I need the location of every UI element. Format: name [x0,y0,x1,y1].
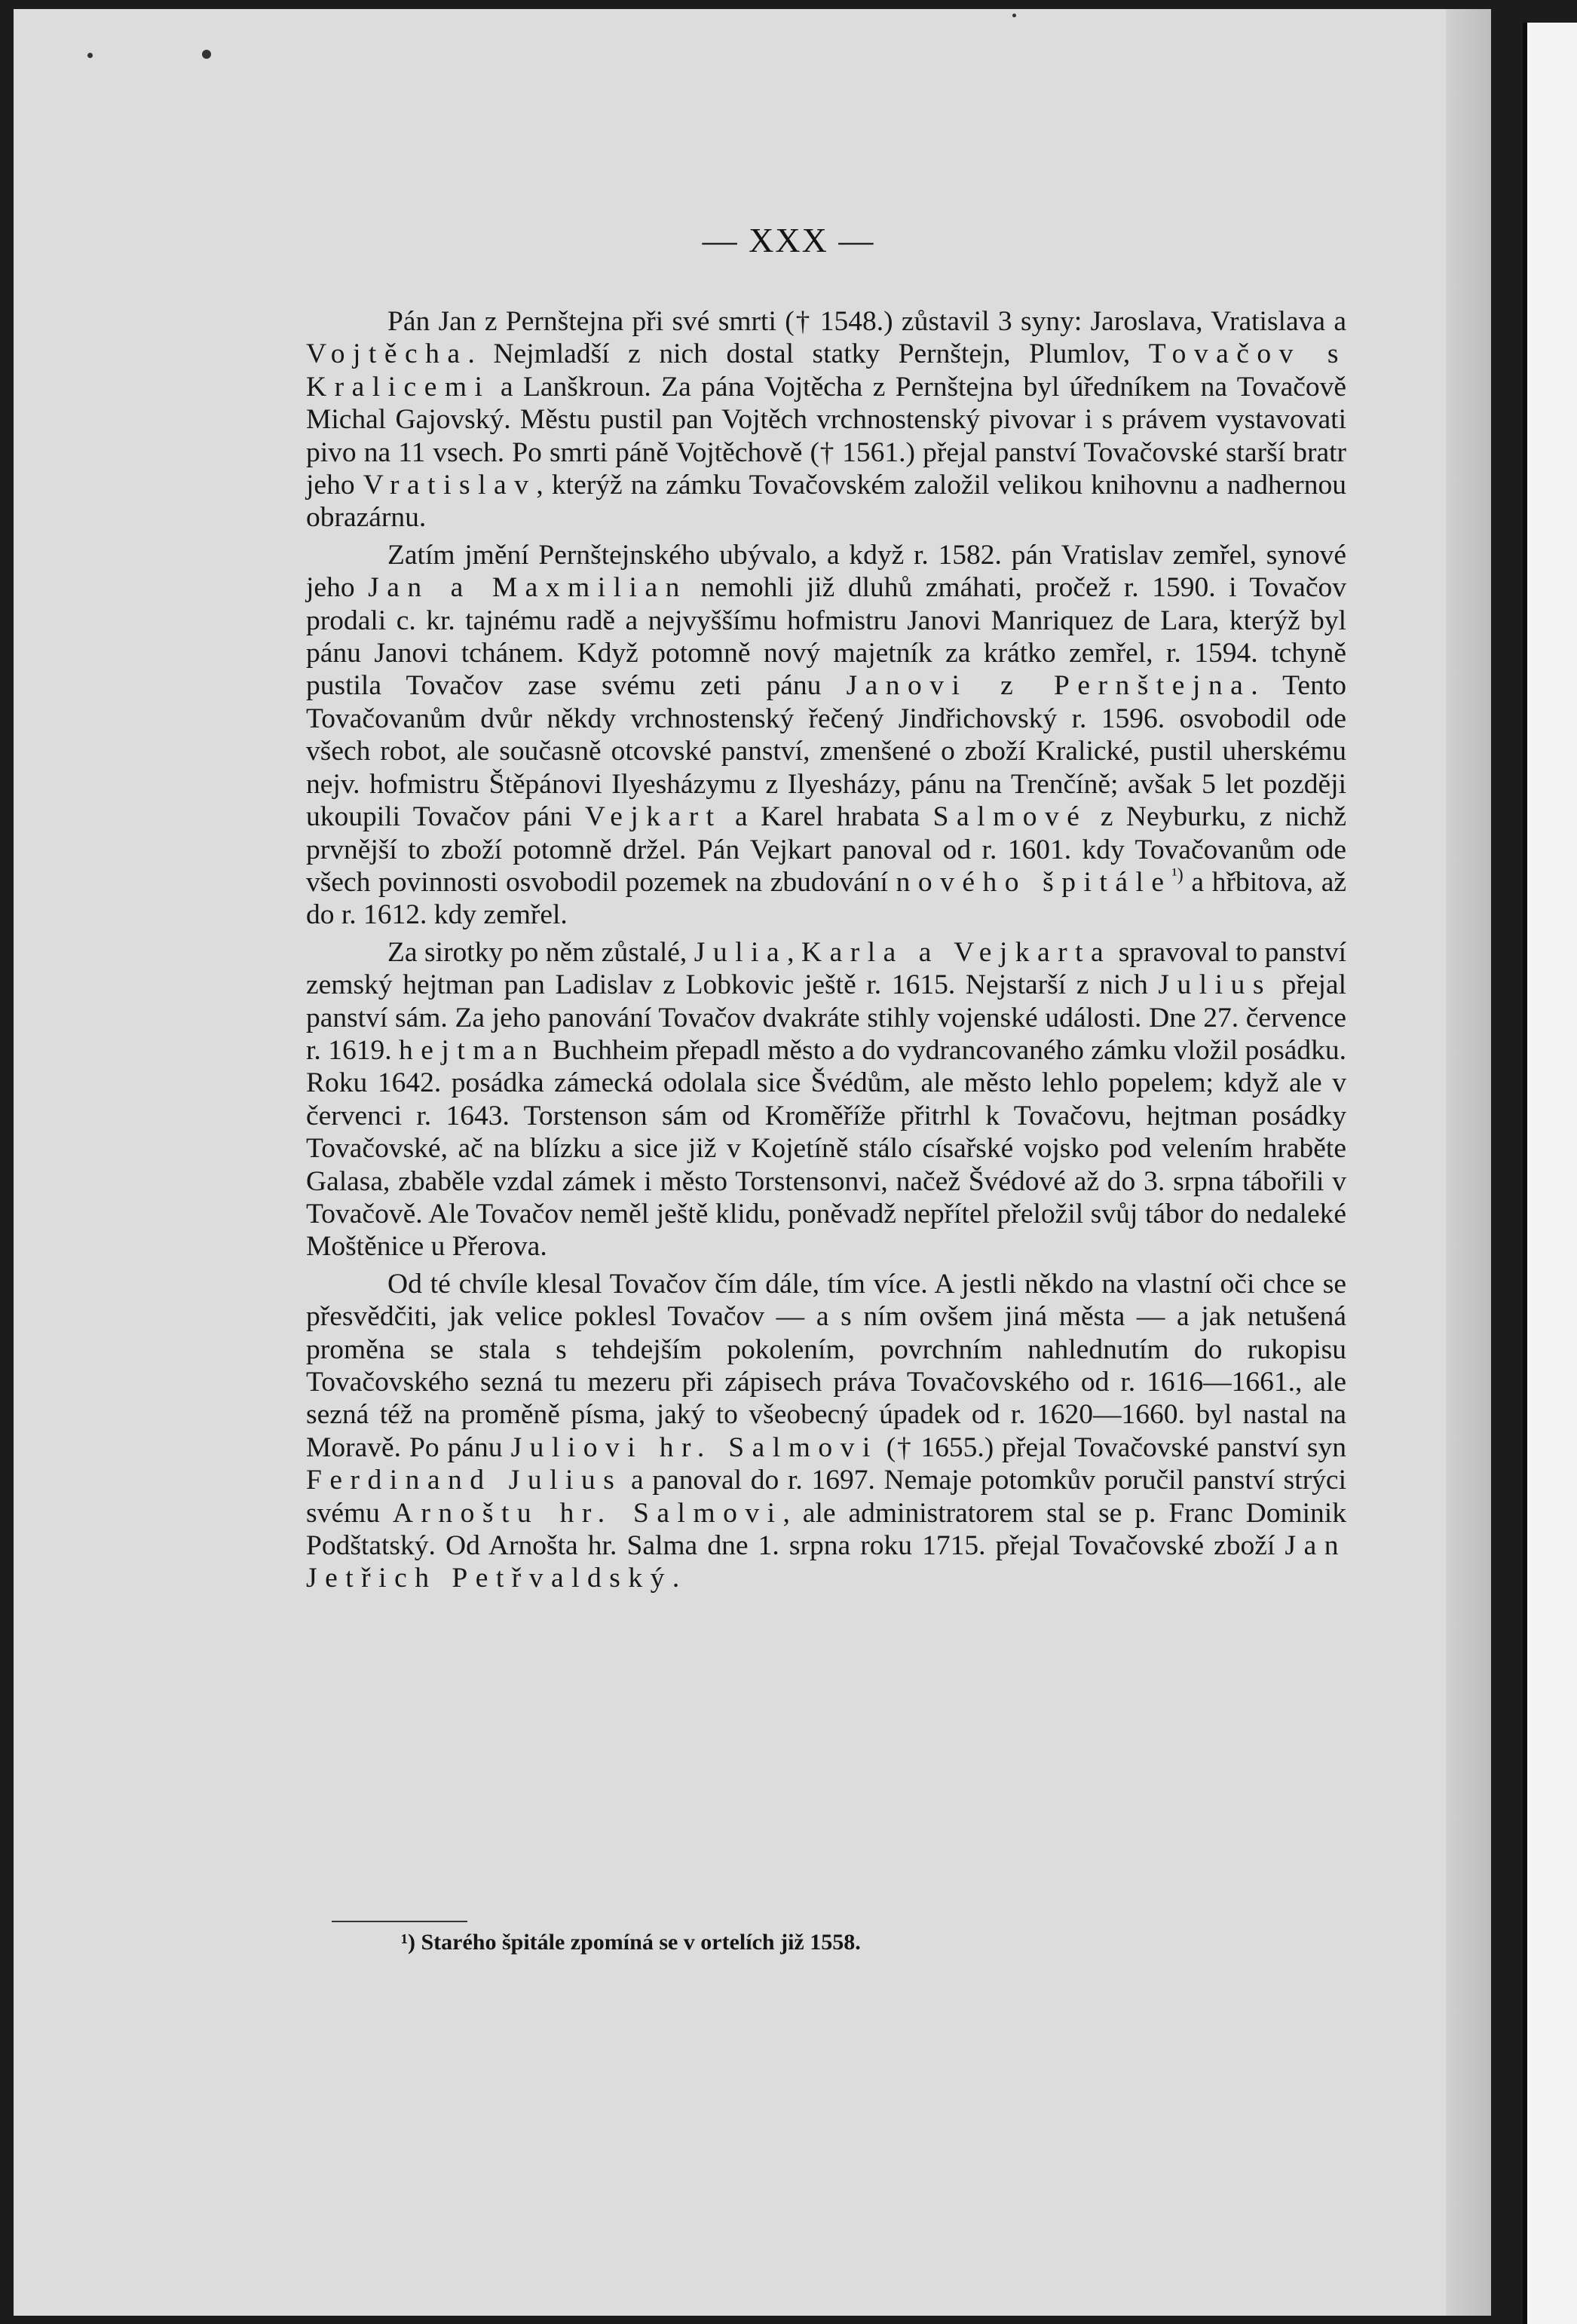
paragraph [306,936,1346,1263]
spaced-name: nového špitále [896,866,1172,898]
spaced-name: Jan Jetřich Petřvaldský [306,1530,1346,1594]
spaced-name: Arnoštu hr. Salmovi [392,1497,783,1529]
text-run: z Neyburku, z nichž prvnější to zboží potomně držel. Pán Vejkart panoval od r. 1601. kdy Tovačovanům ode všech povinnosti osvobodil pozemek na zbudování [306,801,1347,898]
spaced-name: Ferdinand Julius [306,1465,623,1496]
text-run: přejal panství sám. Za jeho panování Tovačov dvakráte stihly vojenské události. Dne 27. července r. 1619. [306,969,1346,1066]
text-run: . Tento Tovačovanům dvůr někdy vrchnostenský řečený Jindřichovský r. 1596. osvobodil ode všech robot, ale současně otcovské panství, zmenšené o zboží Kralické, pustil uherskému nejv. hofmistru Štěpánovi Ilyesházymu z Ilyesházy, pánu na Trenčíně; avšak 5 let později ukoupili Tovačov páni [306,670,1346,833]
footnote-reference: ¹) [1171,865,1184,885]
text-run: Za sirotky po něm zůstalé, [387,936,694,968]
print-speck [1012,14,1016,17]
text-run: spravoval to panství zemský hejtman pan Ladislav z Lobkovic ještě r. 1615. Nejstarší z nich [306,936,1346,1001]
text-run: a Lanškroun. Za pána Vojtěcha z Pernštejna byl úředníkem na Tovačově Michal Gajovský. Městu pustil pan Vojtěch vrchnostenský pivovar i s právem vystavovati pivo na 11 vsech. Po smrti páně Vojtěchově († 1561.) přejal panství Tovačovské starší bratr jeho [306,371,1346,501]
spaced-name: Julius [1158,969,1272,1001]
spaced-name: Janovi z Pernštejna [846,670,1251,702]
spaced-name: Jan a Maxmilian [368,572,687,604]
text-run: . Nejmladší z nich dostal statky Pernštejn, Plumlov, [467,338,1149,370]
page-gutter-shadow [1446,9,1491,2316]
text-run: , ale administratorem stal se p. Franc Dominik Podštatský. Od Arnošta hr. Salma dne 1. srpna roku 1715. přejal Tovačovské zboží [306,1497,1346,1562]
print-speck [87,53,93,58]
text-run: Zatím jmění Pernštejnského ubývalo, a když r. 1582. pán Vratislav zemřel, synové jeho [306,539,1346,604]
print-speck [202,50,211,59]
text-run: , kterýž na zámku Tovačovském založil velikou knihovnu a nadhernou obrazárnu. [306,470,1346,534]
footnote-divider [332,1921,467,1922]
text-run: († 1655.) přejal Tovačovské panství syn [877,1431,1346,1463]
spaced-name: Julia [694,936,788,968]
text-run: Od té chvíle klesal Tovačov čím dále, tím více. A jestli někdo na vlastní oči chce se přesvědčiti, jak velice poklesl Tovačov — a s ním ovšem jiná města — a jak netušená proměna se stala s tehdejším pokolením, povrchním nahlednutím do rukopisu Tovačovského sezná tu mezeru při zápisech práva Tovačovského od r. 1616—1661., ale sezná též na proměně písma, jaký to všeobecný úpadek od r. 1620—1660. byl nastal na Moravě. Po pánu [306,1268,1346,1463]
text-run: a panoval do r. 1697. Nemaje potomkův poručil panství strýci svému [306,1465,1346,1529]
body-text [306,305,1346,1595]
paragraph [306,305,1346,534]
text-run: a Karel hrabata [721,801,933,833]
footnote: ¹) Starého špitále zpomíná se v ortelích již 1558. [401,1930,861,1955]
text-run: . [672,1563,680,1594]
spaced-name: Vejkart [584,801,722,833]
spaced-name: Salmové [932,801,1088,833]
text-run: , [787,936,802,968]
text-run: a hřbitova, až do r. 1612. kdy zemřel. [306,866,1346,931]
text-run: Pán Jan z Pernštejna při své smrti († 1548.) zůstavil 3 syny: Jaroslava, Vratislava a [387,306,1346,337]
paragraph [306,1268,1346,1595]
adjacent-page-edge [1523,23,1577,2324]
paragraph [306,539,1346,932]
spaced-name: Juliovi hr. Salmovi [510,1431,878,1463]
text-run: Buchheim přepadl město a do vydrancovaného zámku vložil posádku. Roku 1642. posádka zámecká odolala sice Švédům, ale město lehlo popelem; když ale v červenci r. 1643. Torstenson sám od Kroměříže přitrhl k Tovačovu, hejtman posádky Tovačovské, ač na blízku a sice již v Kojetíně stálo císařské vojsko pod velením hraběte Galasa, zbaběle vzdal zámek i město Torstensonvi, načež Švédové až do 3. srpna tábořili v Tovačově. Ale Tovačov neměl ještě klidu, poněvadž nepřítel přeložil svůj tábor do nedaleké Moštěnice u Přerova. [306,1034,1347,1263]
text-run: nemohli již dluhů zmáhati, pročež r. 1590. i Tovačov prodali c. kr. tajnému radě a nejvyššímu hofmistru Janovi Manriquez de Lara, kterýž byl pánu Janovi tchánem. Když potomně nový majetník za krátko zemřel, r. 1594. tchyně pustila Tovačov zase svému zeti pánu [306,572,1346,702]
spaced-name: Karla a Vejkarta [801,936,1112,968]
spaced-name: Vratislav [363,470,537,501]
spaced-name: Vojtěcha [306,338,468,370]
page-number: — XXX — [702,221,875,259]
spaced-name: hejtman [399,1034,546,1066]
spaced-name: Tovačov s Kralicemi [306,338,1346,403]
